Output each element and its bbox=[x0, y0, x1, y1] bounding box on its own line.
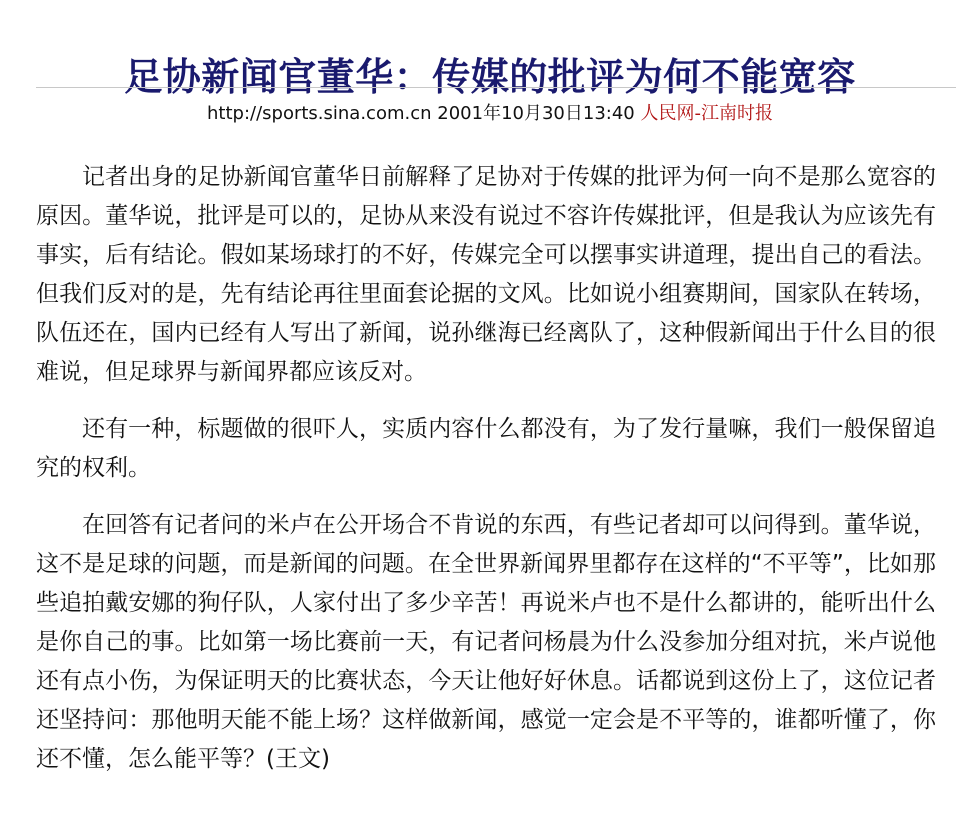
source-url: http://sports.sina.com.cn bbox=[207, 103, 432, 124]
paragraph: 在回答有记者问的米卢在公开场合不肯说的东西，有些记者却可以问得到。董华说，这不是足球的问题，而是新闻的问题。在全世界新闻界里都存在这样的“不平等”，比如那些追拍戴安娜的狗仔队，人家付出了多少辛苦！再说米卢也不是什么都讲的，能听出什么是你自己的事。比如第一场比赛前一天，有记者问杨晨为什么没参加分组对抗，米卢说他还有点小伤，为保证明天的比赛状态，今天让他好好休息。话都说到这份上了，这位记者还坚持问：那他明天能不能上场？这样做新闻，感觉一定会是不平等的，谁都听懂了，你还不懂，怎么能平等？(王文) bbox=[36, 512, 936, 772]
article-body bbox=[36, 158, 936, 797]
article-meta bbox=[0, 101, 980, 127]
publish-datetime: 2001年10月30日13:40 bbox=[437, 103, 635, 124]
title-divider bbox=[36, 87, 956, 88]
article-title: 足协新闻官董华：传媒的批评为何不能宽容 bbox=[124, 55, 856, 100]
paragraph: 记者出身的足协新闻官董华日前解释了足协对于传媒的批评为何一向不是那么宽容的原因。董华说，批评是可以的，足协从来没有说过不容许传媒批评，但是我认为应该先有事实，后有结论。假如某场球打的不好，传媒完全可以摆事实讲道理，提出自己的看法。但我们反对的是，先有结论再往里面套论据的文风。比如说小组赛期间，国家队在转场，队伍还在，国内已经有人写出了新闻，说孙继海已经离队了，这种假新闻出于什么目的很难说，但足球界与新闻界都应该反对。 bbox=[36, 164, 936, 385]
source-link[interactable]: 人民网-江南时报 bbox=[640, 103, 773, 124]
paragraph: 还有一种，标题做的很吓人，实质内容什么都没有，为了发行量嘛，我们一般保留追究的权利。 bbox=[36, 416, 936, 481]
